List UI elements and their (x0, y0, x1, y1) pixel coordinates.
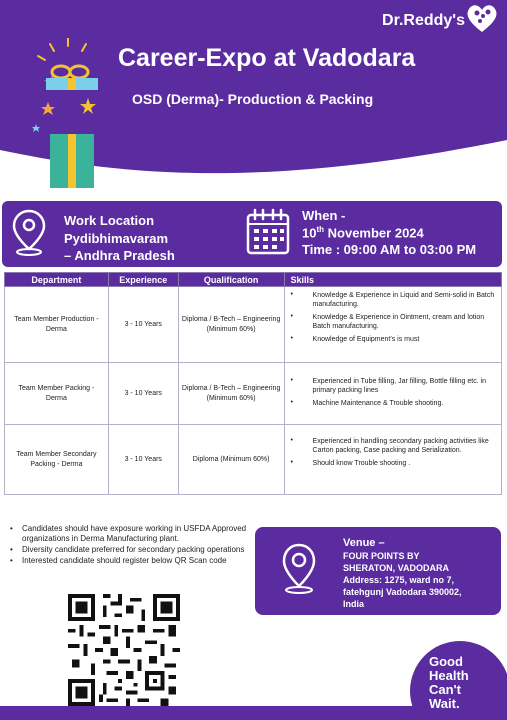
skill-item: • Experienced in Tube filling, Jar filling, Bottle filling etc. in primary packing lines (291, 377, 497, 396)
table-row (5, 363, 502, 425)
tagline-line: Wait. (429, 696, 460, 712)
gift-box-icon (28, 38, 118, 188)
table-header-row (5, 273, 502, 287)
skill-item: • Experienced in handling secondary packing activities like Carton packing, Case packing and Serialization. (291, 437, 497, 456)
location-pin-icon (12, 209, 46, 257)
skill-item: • Knowledge & Experience in Ointment, cream and lotion Batch manufacturing. (291, 313, 497, 332)
skill-item: • Should know Trouble shooting . (291, 459, 497, 468)
department-cell: Team Member Packing - Derma (5, 363, 109, 425)
department-cell: Team Member Secondary Packing - Derma (5, 425, 109, 495)
candidate-notes (8, 524, 248, 567)
page-title: Career-Expo at Vadodara (118, 44, 416, 72)
header-qualification: Qualification (178, 273, 284, 287)
venue-line: FOUR POINTS BY (343, 551, 420, 561)
date-day: 10 (302, 225, 317, 241)
skill-item: • Machine Maintenance & Trouble shooting. (291, 399, 497, 408)
tagline-line: Health (429, 668, 469, 684)
venue-card (255, 527, 501, 615)
date-suffix: th (316, 225, 325, 234)
skills-cell (284, 287, 501, 363)
skills-cell (284, 425, 501, 495)
header-banner (0, 0, 507, 188)
experience-cell: 3 - 10 Years (108, 287, 178, 363)
note-item: • Candidates should have exposure working in USFDA Approved organizations in Derma Manufacturing plant. (8, 524, 248, 544)
jobs-table (4, 272, 502, 495)
experience-cell: 3 - 10 Years (108, 363, 178, 425)
department-cell: Team Member Production -Derma (5, 287, 109, 363)
header-experience: Experience (108, 273, 178, 287)
experience-cell: 3 - 10 Years (108, 425, 178, 495)
header-department: Department (5, 273, 109, 287)
work-location-line2: – Andhra Pradesh (64, 248, 175, 263)
tagline-line: Good (429, 654, 463, 669)
brand-logo-icon (465, 2, 499, 34)
qualification-cell: Diploma (Minimum 60%) (178, 425, 284, 495)
registration-qr-code[interactable] (68, 593, 180, 707)
brand-name: Dr.Reddy's (382, 12, 465, 29)
event-date (302, 225, 424, 240)
header-skills: Skills (284, 273, 501, 287)
venue-line: SHERATON, VADODARA (343, 563, 450, 573)
skill-item: • Knowledge of Equipment's is must (291, 335, 497, 344)
when-label: When - (302, 208, 346, 223)
note-item: • Interested candidate should register below QR Scan code (8, 556, 248, 566)
date-rest: November 2024 (324, 225, 424, 241)
tagline-line: Can't (429, 682, 461, 698)
venue-line: fatehgunj Vadodara 390002, (343, 587, 462, 597)
venue-label: Venue – (343, 537, 385, 549)
qualification-cell: Diploma / B-Tech – Engineering (Minimum 60%) (178, 287, 284, 363)
calendar-icon (246, 207, 290, 257)
note-item: • Diversity candidate preferred for secondary packing operations (8, 545, 248, 555)
qualification-cell: Diploma / B-Tech – Engineering (Minimum 60%) (178, 363, 284, 425)
table-row (5, 287, 502, 363)
work-location-label: Work Location (64, 213, 155, 228)
work-location-line1: Pydibhimavaram (64, 231, 169, 246)
venue-location-pin-icon (281, 543, 317, 595)
skill-item: • Knowledge & Experience in Liquid and Semi-solid in Batch manufacturing. (291, 291, 497, 310)
skills-cell (284, 363, 501, 425)
venue-line: Address: 1275, ward no 7, (343, 575, 455, 585)
event-time: Time : 09:00 AM to 03:00 PM (302, 242, 477, 257)
table-row (5, 425, 502, 495)
tagline-text (429, 655, 469, 711)
venue-line: India (343, 599, 365, 609)
info-band (2, 201, 502, 267)
page-subtitle: OSD (Derma)- Production & Packing (132, 91, 374, 107)
